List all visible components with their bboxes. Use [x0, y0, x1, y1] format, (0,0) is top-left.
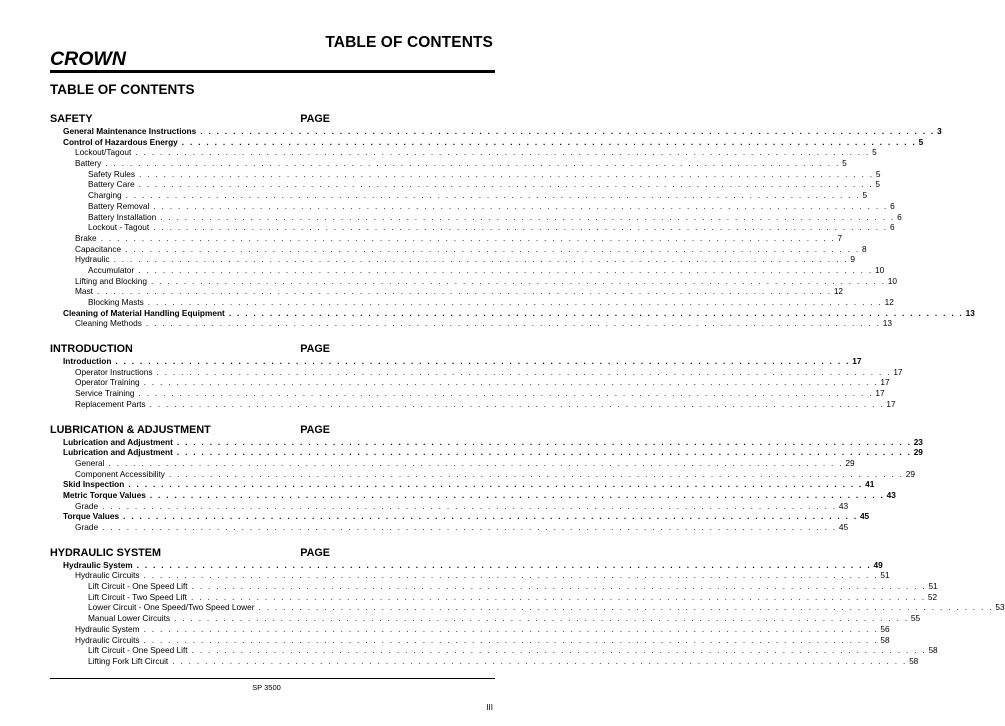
toc-entry-page: 13: [965, 307, 975, 318]
header-rule: [50, 70, 495, 73]
dot-leader: . . . . . . . . . . . . . . . . . . . . . . . . . . . . . . . . . . . . . . . . . . . . . . . . . . . . . . . . . . . . . . . . . . . . . . . . . . . . . . . . . . . . . . . . . .: [168, 468, 904, 479]
toc-entry-page: 5: [872, 147, 877, 158]
toc-entry-label: Service Training: [75, 388, 135, 399]
toc-entry-page: 58: [909, 655, 919, 666]
toc-entry[interactable]: [50, 457, 855, 469]
toc-entry-page: 6: [890, 200, 895, 211]
toc-entry-page: 43: [886, 489, 896, 500]
dot-leader: . . . . . . . . . . . . . . . . . . . . . . . . . . . . . . . . . . . . . . . . . . . . . . . . . . . . . . . . . . . . . . . . . . . . . . . . . . . . . . . . . . . . . . . . . .: [138, 179, 874, 190]
dot-leader: . . . . . . . . . . . . . . . . . . . . . . . . . . . . . . . . . . . . . . . . . . . . . . . . . . . . . . . . . . . . . . . . . . . . . . . . . . . . . . . . . . . . . . . . . .: [123, 511, 858, 522]
dot-leader: . . . . . . . . . . . . . . . . . . . . . . . . . . . . . . . . . . . . . . . . . . . . . . . . . . . . . . . . . . . . . . . . . . . . . . . . . . . . . . . . . . . . . . . . . .: [102, 500, 837, 511]
toc-entry-page: 5: [875, 179, 881, 190]
section-heading: [50, 342, 330, 356]
dot-leader: . . . . . . . . . . . . . . . . . . . . . . . . . . . . . . . . . . . . . . . . . . . . . . . . . . . . . . . . . . . . . . . . . . . . . . . . . . . . . . . . . . . . . . . . . .: [108, 457, 844, 468]
toc-entry-label: Hydraulic Circuits: [75, 634, 140, 645]
toc-entry-label: Metric Torque Values: [63, 489, 146, 500]
toc-title: TABLE OF CONTENTS: [50, 82, 195, 97]
toc-entry[interactable]: [50, 286, 844, 297]
toc-entry[interactable]: [50, 200, 895, 212]
toc-entry[interactable]: [50, 645, 938, 656]
footer-rule: [50, 678, 495, 679]
dot-leader: . . . . . . . . . . . . . . . . . . . . . . . . . . . . . . . . . . . . . . . . . . . . . . . . . . . . . . . . . . . . . . . . . . . . . . . . . . . . . . . . . . . . . . . . . .: [115, 356, 851, 367]
section-title: HYDRAULIC SYSTEM: [50, 546, 161, 559]
toc-entry[interactable]: [50, 500, 849, 512]
dot-leader: . . . . . . . . . . . . . . . . . . . . . . . . . . . . . . . . . . . . . . . . . . . . . . . . . . . . . . . . . . . . . . . . . . . . . . . . . . . . . . . . . . . . . . . . . .: [143, 623, 879, 634]
dot-leader: . . . . . . . . . . . . . . . . . . . . . . . . . . . . . . . . . . . . . . . . . . . . . . . . . . . . . . . . . . . . . . . . . . . . . . . . . . . . . . . . . . . . . . . . . .: [145, 318, 881, 329]
toc-entry[interactable]: [50, 254, 856, 265]
dot-leader: . . . . . . . . . . . . . . . . . . . . . . . . . . . . . . . . . . . . . . . . . . . . . . . . . . . . . . . . . . . . . . . . . . . . . . . . . . . . . . . . . . . . . . . . . .: [143, 634, 879, 645]
toc-entry[interactable]: [50, 307, 975, 319]
toc-entry-label: Hydraulic System: [63, 559, 133, 570]
section-heading: [50, 546, 330, 560]
dot-leader: . . . . . . . . . . . . . . . . . . . . . . . . . . . . . . . . . . . . . . . . . . . . . . . . . . . . . . . . . . . . . . . . . . . . . . . . . . . . . . . . . . . . . . . . . .: [176, 447, 912, 458]
toc-entry-label: Manual Lower Circuits: [88, 613, 171, 624]
dot-leader: . . . . . . . . . . . . . . . . . . . . . . . . . . . . . . . . . . . . . . . . . . . . . . . . . . . . . . . . . . . . . . . . . . . . . . . . . . . . . . . . . . . . . . . . . .: [125, 243, 860, 254]
toc-entry-label: Torque Values: [63, 511, 120, 522]
toc-entry-page: 58: [928, 645, 938, 656]
dot-leader: . . . . . . . . . . . . . . . . . . . . . . . . . . . . . . . . . . . . . . . . . . . . . . . . . . . . . . . . . . . . . . . . . . . . . . . . . . . . . . . . . . . . . . . . . .: [160, 211, 896, 222]
toc-entry[interactable]: [50, 136, 924, 148]
dot-leader: . . . . . . . . . . . . . . . . . . . . . . . . . . . . . . . . . . . . . . . . . . . . . . . . . . . . . . . . . . . . . . . . . . . . . . . . . . . . . . . . . . . . . . . . . .: [143, 377, 879, 388]
toc-entry-label: Hydraulic System: [75, 623, 140, 634]
toc-entry-label: Accumulator: [88, 264, 135, 275]
toc-entry-page: 5: [875, 168, 881, 179]
toc-entry-label: Battery Removal: [88, 200, 150, 211]
dot-leader: . . . . . . . . . . . . . . . . . . . . . . . . . . . . . . . . . . . . . . . . . . . . . . . . . . . . . . . . . . . . . . . . . . . . . . . . . . . . . . . . . . . . . . . . . .: [149, 398, 885, 409]
toc-entry-page: 6: [890, 222, 895, 233]
toc-entry[interactable]: [50, 377, 890, 388]
toc-entry-page: 13: [882, 318, 892, 329]
toc-entry-page: 29: [845, 457, 855, 468]
toc-entry-page: 43: [838, 500, 849, 511]
toc-entry-page: 51: [880, 570, 890, 581]
toc-entry-label: Blocking Masts: [88, 297, 144, 307]
toc-entry-label: Capacitance: [75, 243, 122, 254]
toc-entry[interactable]: [50, 179, 881, 190]
toc-entry[interactable]: [50, 264, 885, 276]
toc-entry[interactable]: [50, 447, 923, 458]
toc-entry-label: Cleaning Methods: [75, 318, 142, 329]
crown-logo: [50, 48, 126, 68]
toc-entry-page: 17: [875, 388, 885, 399]
section-title: SAFETY: [50, 113, 93, 125]
dot-leader: . . . . . . . . . . . . . . . . . . . . . . . . . . . . . . . . . . . . . . . . . . . . . . . . . . . . . . . . . . . . . . . . . . . . . . . . . . . . . . . . . . . . . . . . . .: [138, 388, 874, 399]
toc-entry[interactable]: [50, 356, 862, 367]
dot-leader: . . . . . . . . . . . . . . . . . . . . . . . . . . . . . . . . . . . . . . . . . . . . . . . . . . . . . . . . . . . . . . . . . . . . . . . . . . . . . . . . . . . . . . . . . .: [228, 307, 964, 318]
toc-entry-label: Hydraulic: [75, 254, 110, 265]
dot-leader: . . . . . . . . . . . . . . . . . . . . . . . . . . . . . . . . . . . . . . . . . . . . . . . . . . . . . . . . . . . . . . . . . . . . . . . . . . . . . . . . . . . . . . . . . .: [143, 570, 879, 581]
dot-leader: . . . . . . . . . . . . . . . . . . . . . . . . . . . . . . . . . . . . . . . . . . . . . . . . . . . . . . . . . . . . . . . . . . . . . . . . . . . . . . . . . . . . . . . . . .: [191, 645, 927, 656]
toc-entry[interactable]: [50, 126, 942, 137]
toc-entry-page: 5: [842, 158, 847, 169]
toc-entry[interactable]: [50, 511, 870, 522]
toc-entry[interactable]: [50, 243, 867, 255]
toc-entry-label: Grade: [75, 500, 99, 511]
toc-entry-label: Lifting Fork Lift Circuit: [88, 655, 169, 666]
toc-entry-page: 52: [927, 591, 938, 602]
toc-entry-page: 6: [897, 211, 902, 222]
section-page-label: PAGE: [300, 546, 330, 559]
toc-entry-page: 55: [910, 613, 921, 624]
toc-entry-page: 41: [865, 479, 875, 490]
toc-entry-page: 17: [852, 356, 862, 367]
dot-leader: . . . . . . . . . . . . . . . . . . . . . . . . . . . . . . . . . . . . . . . . . . . . . . . . . . . . . . . . . . . . . . . . . . . . . . . . . . . . . . . . . . . . . . . . . .: [96, 286, 832, 297]
toc-entry[interactable]: [50, 211, 902, 223]
dot-leader: . . . . . . . . . . . . . . . . . . . . . . . . . . . . . . . . . . . . . . . . . . . . . . . . . . . . . . . . . . . . . . . . . . . . . . . . . . . . . . . . . . . . . . . . . .: [150, 275, 886, 286]
toc-entry[interactable]: [50, 602, 1005, 613]
section-page-label: PAGE: [300, 423, 330, 436]
toc-entry-page: 51: [928, 581, 938, 592]
toc-entry-page: 23: [913, 436, 923, 447]
toc-entry[interactable]: [50, 147, 877, 158]
toc-entry-label: Replacement Parts: [75, 398, 146, 409]
toc-entry-label: Lifting and Blocking: [75, 275, 147, 286]
toc-entry[interactable]: [50, 581, 938, 592]
toc-entry-label: Lockout/Tagout: [75, 147, 132, 158]
toc-entry-page: 53: [995, 602, 1005, 613]
toc-entry-label: Battery Care: [88, 179, 135, 190]
dot-leader: . . . . . . . . . . . . . . . . . . . . . . . . . . . . . . . . . . . . . . . . . . . . . . . . . . . . . . . . . . . . . . . . . . . . . . . . . . . . . . . . . . . . . . . . . .: [200, 126, 936, 136]
toc-entry-page: 45: [859, 511, 870, 522]
toc-entry[interactable]: [50, 168, 881, 180]
toc-entry-label: Battery: [75, 158, 102, 169]
dot-leader: . . . . . . . . . . . . . . . . . . . . . . . . . . . . . . . . . . . . . . . . . . . . . . . . . . . . . . . . . . . . . . . . . . . . . . . . . . . . . . . . . . . . . . . . . .: [102, 522, 837, 532]
toc-entry-label: Charging: [88, 190, 122, 201]
dot-leader: . . . . . . . . . . . . . . . . . . . . . . . . . . . . . . . . . . . . . . . . . . . . . . . . . . . . . . . . . . . . . . . . . . . . . . . . . . . . . . . . . . . . . . . . . .: [176, 436, 912, 447]
section-title: LUBRICATION & ADJUSTMENT: [50, 423, 211, 436]
toc-entry-page: 17: [893, 366, 903, 377]
section-page-label: PAGE: [300, 113, 330, 125]
toc-sections: [50, 112, 1005, 680]
toc-entry-page: 3: [937, 126, 942, 136]
toc-entry-page: 7: [837, 232, 843, 243]
toc-entry-page: 10: [874, 264, 885, 275]
dot-leader: . . . . . . . . . . . . . . . . . . . . . . . . . . . . . . . . . . . . . . . . . . . . . . . . . . . . . . . . . . . . . . . . . . . . . . . . . . . . . . . . . . . . . . . . . .: [125, 190, 861, 201]
dot-leader: . . . . . . . . . . . . . . . . . . . . . . . . . . . . . . . . . . . . . . . . . . . . . . . . . . . . . . . . . . . . . . . . . . . . . . . . . . . . . . . . . . . . . . . . . .: [191, 591, 926, 602]
footer-doc-code: SP 3500: [252, 683, 281, 692]
toc-entry-label: Component Accessibility: [75, 468, 165, 479]
toc-entry-label: Grade: [75, 522, 99, 532]
toc-entry[interactable]: [50, 591, 938, 603]
toc-entry-page: 45: [838, 522, 849, 532]
toc-entry[interactable]: [50, 297, 894, 308]
toc-entry-page: 49: [873, 559, 883, 570]
toc-entry-page: 17: [880, 377, 890, 388]
toc-entry-page: 29: [913, 447, 923, 458]
toc-entry[interactable]: [50, 158, 847, 169]
dot-leader: . . . . . . . . . . . . . . . . . . . . . . . . . . . . . . . . . . . . . . . . . . . . . . . . . . . . . . . . . . . . . . . . . . . . . . . . . . . . . . . . . . . . . . . . . .: [181, 136, 917, 147]
dot-leader: . . . . . . . . . . . . . . . . . . . . . . . . . . . . . . . . . . . . . . . . . . . . . . . . . . . . . . . . . . . . . . . . . . . . . . . . . . . . . . . . . . . . . . . . . .: [135, 147, 871, 158]
toc-entry-page: 5: [918, 136, 924, 147]
toc-section: [50, 546, 1005, 667]
dot-leader: . . . . . . . . . . . . . . . . . . . . . . . . . . . . . . . . . . . . . . . . . . . . . . . . . . . . . . . . . . . . . . . . . . . . . . . . . . . . . . . . . . . . . . . . . .: [153, 200, 889, 211]
toc-entry-page: 8: [861, 243, 867, 254]
dot-leader: . . . . . . . . . . . . . . . . . . . . . . . . . . . . . . . . . . . . . . . . . . . . . . . . . . . . . . . . . . . . . . . . . . . . . . . . . . . . . . . . . . . . . . . . . .: [128, 479, 864, 490]
toc-entry-label: General: [75, 457, 105, 468]
section-title: INTRODUCTION: [50, 343, 133, 356]
toc-entry[interactable]: [50, 366, 903, 378]
toc-entry[interactable]: [50, 613, 921, 624]
svg-text:CROWN: CROWN: [50, 49, 128, 70]
toc-entry-label: Brake: [75, 232, 97, 243]
toc-entry[interactable]: [50, 655, 919, 667]
toc-entry[interactable]: [50, 398, 896, 410]
toc-entry-label: Safety Rules: [88, 168, 136, 179]
dot-leader: . . . . . . . . . . . . . . . . . . . . . . . . . . . . . . . . . . . . . . . . . . . . . . . . . . . . . . . . . . . . . . . . . . . . . . . . . . . . . . . . . . . . . . . . . .: [100, 232, 836, 243]
dot-leader: . . . . . . . . . . . . . . . . . . . . . . . . . . . . . . . . . . . . . . . . . . . . . . . . . . . . . . . . . . . . . . . . . . . . . . . . . . . . . . . . . . . . . . . . . .: [136, 559, 872, 570]
toc-entry-label: Lift Circuit - Two Speed Lift: [88, 591, 187, 602]
toc-entry-label: Cleaning of Material Handling Equipment: [63, 307, 225, 318]
toc-entry-label: Skid Inspection: [63, 479, 125, 490]
toc-entry[interactable]: [50, 436, 923, 448]
toc-entry[interactable]: [50, 468, 915, 480]
toc-entry-label: Lubrication and Adjustment: [63, 436, 173, 447]
toc-entry-page: 10: [887, 275, 898, 286]
dot-leader: . . . . . . . . . . . . . . . . . . . . . . . . . . . . . . . . . . . . . . . . . . . . . . . . . . . . . . . . . . . . . . . . . . . . . . . . . . . . . . . . . . . . . . . . . .: [153, 222, 889, 233]
toc-entry-page: 5: [862, 190, 868, 201]
toc-entry[interactable]: [50, 522, 849, 533]
toc-entry-page: 17: [886, 398, 896, 409]
dot-leader: . . . . . . . . . . . . . . . . . . . . . . . . . . . . . . . . . . . . . . . . . . . . . . . . . . . . . . . . . . . . . . . . . . . . . . . . . . . . . . . . . . . . . . . . . .: [156, 366, 892, 377]
toc-entry-label: Lockout - Tagout: [88, 222, 150, 233]
toc-section: [50, 112, 975, 329]
toc-entry-label: Mast: [75, 286, 93, 297]
toc-entry-label: Introduction: [63, 356, 112, 367]
dot-leader: . . . . . . . . . . . . . . . . . . . . . . . . . . . . . . . . . . . . . . . . . . . . . . . . . . . . . . . . . . . . . . . . . . . . . . . . . . . . . . . . . . . . . . . . . .: [138, 264, 873, 275]
toc-entry-label: Hydraulic Circuits: [75, 570, 140, 581]
dot-leader: . . . . . . . . . . . . . . . . . . . . . . . . . . . . . . . . . . . . . . . . . . . . . . . . . . . . . . . . . . . . . . . . . . . . . . . . . . . . . . . . . . . . . . . . . .: [172, 655, 908, 666]
toc-entry-page: 12: [884, 297, 894, 307]
toc-entry[interactable]: [50, 222, 895, 233]
toc-entry[interactable]: [50, 275, 898, 287]
toc-entry-label: Operator Instructions: [75, 366, 153, 377]
toc-entry-label: Lower Circuit - One Speed/Two Speed Lower: [88, 602, 255, 613]
dot-leader: . . . . . . . . . . . . . . . . . . . . . . . . . . . . . . . . . . . . . . . . . . . . . . . . . . . . . . . . . . . . . . . . . . . . . . . . . . . . . . . . . . . . . . . . . .: [191, 581, 927, 592]
dot-leader: . . . . . . . . . . . . . . . . . . . . . . . . . . . . . . . . . . . . . . . . . . . . . . . . . . . . . . . . . . . . . . . . . . . . . . . . . . . . . . . . . . . . . . . . . .: [258, 602, 994, 613]
toc-section: [50, 423, 923, 533]
toc-section: [50, 342, 903, 409]
dot-leader: . . . . . . . . . . . . . . . . . . . . . . . . . . . . . . . . . . . . . . . . . . . . . . . . . . . . . . . . . . . . . . . . . . . . . . . . . . . . . . . . . . . . . . . . . .: [105, 158, 841, 169]
toc-entry[interactable]: [50, 559, 883, 571]
toc-entry[interactable]: [50, 318, 892, 329]
dot-leader: . . . . . . . . . . . . . . . . . . . . . . . . . . . . . . . . . . . . . . . . . . . . . . . . . . . . . . . . . . . . . . . . . . . . . . . . . . . . . . . . . . . . . . . . . .: [174, 613, 909, 624]
section-heading: [50, 423, 330, 437]
toc-entry[interactable]: [50, 232, 843, 244]
toc-entry-page: 9: [850, 254, 856, 265]
dot-leader: . . . . . . . . . . . . . . . . . . . . . . . . . . . . . . . . . . . . . . . . . . . . . . . . . . . . . . . . . . . . . . . . . . . . . . . . . . . . . . . . . . . . . . . . . .: [139, 168, 874, 179]
toc-entry-label: General Maintenance Instructions: [63, 126, 197, 136]
footer-page-number: III: [486, 703, 493, 712]
dot-leader: . . . . . . . . . . . . . . . . . . . . . . . . . . . . . . . . . . . . . . . . . . . . . . . . . . . . . . . . . . . . . . . . . . . . . . . . . . . . . . . . . . . . . . . . . .: [149, 489, 885, 500]
toc-entry-label: Operator Training: [75, 377, 140, 388]
toc-entry[interactable]: [50, 489, 896, 501]
toc-entry-page: 56: [880, 623, 890, 634]
toc-entry[interactable]: [50, 479, 875, 490]
dot-leader: . . . . . . . . . . . . . . . . . . . . . . . . . . . . . . . . . . . . . . . . . . . . . . . . . . . . . . . . . . . . . . . . . . . . . . . . . . . . . . . . . . . . . . . . . .: [113, 254, 849, 265]
toc-entry[interactable]: [50, 623, 890, 635]
toc-entry-label: Lift Circuit - One Speed Lift: [88, 645, 188, 656]
toc-entry[interactable]: [50, 570, 890, 581]
toc-entry-label: Lubrication and Adjustment: [63, 447, 173, 458]
toc-entry-page: 29: [905, 468, 915, 479]
header-title: TABLE OF CONTENTS: [325, 34, 493, 51]
toc-entry[interactable]: [50, 190, 868, 201]
toc-entry[interactable]: [50, 634, 890, 646]
toc-entry-label: Control of Hazardous Energy: [63, 136, 178, 147]
toc-entry-page: 12: [833, 286, 844, 297]
section-heading: [50, 112, 330, 126]
toc-entry[interactable]: [50, 388, 885, 399]
dot-leader: . . . . . . . . . . . . . . . . . . . . . . . . . . . . . . . . . . . . . . . . . . . . . . . . . . . . . . . . . . . . . . . . . . . . . . . . . . . . . . . . . . . . . . . . . .: [147, 297, 883, 307]
toc-entry-label: Lift Circuit - One Speed Lift: [88, 581, 188, 592]
section-page-label: PAGE: [300, 343, 330, 356]
toc-entry-label: Battery Installation: [88, 211, 157, 222]
toc-entry-page: 58: [880, 634, 890, 645]
